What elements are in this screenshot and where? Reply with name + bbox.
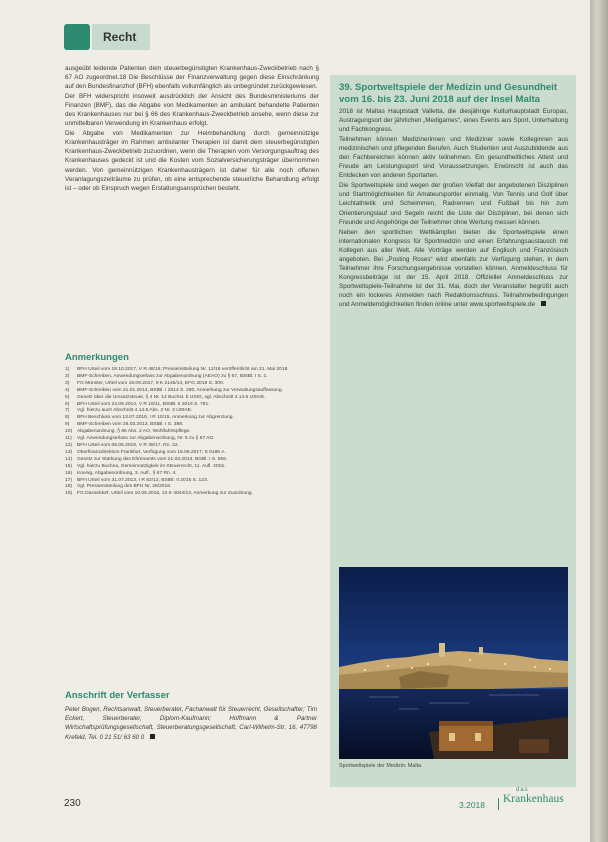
note-text: Vgl. Anwendungserlass zur Abgabenordnung, Nr. 5 zu § 67 AO. <box>77 436 215 442</box>
event-paragraph-4-text: Neben den sportlichen Wettkämpfen bieten die Sportweltspiele einen internationalen Kongress für Sportmedizin und einen Erfahrungsaustausch mit Kollegen aus aller Welt. Alle Vorträge werden auf Englisch und Französisch angeboten. Bei „Posting Roses“ wird ebenfalls zur Verfügung stehen, in dem Teilnehmer ihre Forschungsergebnisse vorstellen können. Anmeldeschluss für Kongressbeiträge ist der 15. April 2018. Offizieller Anmeldeschluss zur Sportweltspiele-Teilnahme ist der 31. Mai, doch der Veranstalter begrüßt auch noch ein lockeres Anmelden nach Redaktionsschluss. Teilnahmebedingungen und Anmeldemöglichkeiten finden online unter www.sportweltspiele.de <box>339 228 568 308</box>
note-item <box>65 457 317 464</box>
note-number: 4) <box>65 387 70 393</box>
event-paragraph-1: 2018 ist Maltas Hauptstadt Valletta, die diesjährige Kulturhauptstadt Europas, Austragungsort der jährlichen „Medigames“, eines Events aus Sport, Unterhaltung und Fachkongress. <box>339 108 568 134</box>
note-number: 8) <box>65 415 70 421</box>
event-paragraph-4 <box>339 228 568 309</box>
note-number: 16) <box>65 470 73 476</box>
event-info-content <box>339 82 568 310</box>
note-text: BFH Beschluss vom 13.07.2016, I R 10/15, Anmerkung zur Abgrenzung. <box>77 415 234 421</box>
note-number: 18) <box>65 484 73 490</box>
note-number: 2) <box>65 373 70 379</box>
note-text: Gesetz zur Stärkung des Ehrenamts vom 21.03.2013, BGBl. I S. 556. <box>77 456 228 462</box>
body-paragraph-1: ausgeübt leidende Patienten dem steuerbegünstigten Krankenhaus-Zweckbetrieb nach § 67 AO zugeordnet.18 Die Beschlüsse der Finanzverwaltung gegen diese Einschränkung auf den Bundesfinanzhof (BFH) ebenfalls vollumfänglich als unbegründet zurückgewiesen. <box>65 65 319 91</box>
note-number: 11) <box>65 436 72 442</box>
magazine-prefix: das <box>516 787 529 793</box>
event-info-box <box>330 75 576 787</box>
issue-number: 3.2018 <box>459 800 485 810</box>
note-item <box>65 381 317 388</box>
note-number: 10) <box>65 429 73 435</box>
note-text: BMF-Schreiben vom 26.03.2013, BStBl. I S. 388. <box>77 422 184 428</box>
authors-section <box>65 690 317 742</box>
note-number: 14) <box>65 456 73 462</box>
section-marker-square <box>64 24 90 50</box>
note-item <box>65 450 317 457</box>
note-number: 5) <box>65 394 70 400</box>
footer-divider <box>498 798 499 810</box>
notes-section <box>65 352 317 498</box>
authors-heading: Anschrift der Verfasser <box>65 690 170 701</box>
note-item <box>65 436 317 443</box>
note-text: BFH Urteil vom 24.09.2014, V R 19/11, BStBl. II 2016 S. 781. <box>77 401 210 407</box>
event-paragraph-3: Die Sportweltspiele sind wegen der großen Vielfalt der angebotenen Disziplinen und Startmöglichkeiten für Amateursportler einmalig. Von Tennis und Golf über Leichtathletik und Schwimmen, Radrennen und Fußball bis hin zum Orientierungslauf und Segeln reicht die Liste der Disziplinen, bei denen sich Freunde und Angehörige der Teilnehmer ohne Wertung messen können. <box>339 182 568 226</box>
note-number: 12) <box>65 442 73 448</box>
note-text: Oberfinanzdirektion Frankfurt, Verfügung vom 15.06.2017, S 0186 A. <box>77 449 226 455</box>
note-text: Gesetz über die Umsatzsteuer, § 4 Nr. 14 Buchst. b UStG, vgl. Abschnitt 4.14.5 UStAE. <box>77 394 266 400</box>
note-item <box>65 491 317 498</box>
note-text: BFH Urteil vom 18.10.2017, V R 46/16; Pressemitteilung Nr. 12/18 veröffentlicht am 21. Mai 2018. <box>77 367 289 372</box>
malta-harbour-photo <box>339 567 568 759</box>
note-text: FG Düsseldorf, Urteil vom 10.05.2016, 13 K 4044/13, Anmerkung zur Zuordnung. <box>77 491 253 497</box>
authors-text <box>65 705 317 742</box>
note-item <box>65 367 317 374</box>
note-number: 7) <box>65 408 70 414</box>
end-mark-icon <box>541 301 546 306</box>
note-number: 19) <box>65 491 73 497</box>
note-number: 15) <box>65 463 73 469</box>
note-text: Koenig, Abgabenordnung, 3. Aufl., § 67 Rn. 4. <box>77 470 177 476</box>
notes-heading: Anmerkungen <box>65 352 129 363</box>
photo-caption: Sportweltspiele der Medizin: Malta <box>339 763 422 769</box>
note-item <box>65 471 317 478</box>
note-number: 9) <box>65 422 70 428</box>
note-text: BMF-Schreiben vom 31.01.2014, BStBl. I 2014 S. 290, Anmerkung zur Verwaltungsauffassung. <box>77 387 283 393</box>
left-column <box>65 64 319 194</box>
note-text: Vgl. Pressemitteilung des BFH Nr. 28/2018. <box>77 484 172 490</box>
page-number: 230 <box>64 798 81 809</box>
note-text: FG Münster, Urteil vom 18.09.2017, 9 K 2145/14, EFG 2018 S. 300. <box>77 380 225 386</box>
note-text: Vgl. hierzu Buchna, Gemeinnützigkeit im Steuerrecht, 11. Aufl. 2015. <box>77 463 226 469</box>
event-paragraph-2: Teilnehmen können Medizinerinnen und Mediziner sowie Kolleginnen aus medizinischen und pflegenden Berufen. Auch Studenten und Auszubildende aus den Fachbereichen können aktiv teilnehmen. Ein gesundheitliches Attest und Freude am Leistungssport sind Voraussetzungen. Erwünscht ist auch das Entdecken von anderen Sportarten. <box>339 136 568 180</box>
body-paragraph-2: Der BFH widerspricht insoweit ausdrücklich der Ansicht des Bundesministeriums der Finanzen (BMF), das die Abgabe von Medikamenten an ambulant behandelte Patienten des Krankenhauses nur bei § 66 des Krankenhaus-Zweckbetrieb ansehe, wenn diese zur unmittelbaren Verwendung im Krankenhaus erfolgt. <box>65 93 319 128</box>
page-spine-edge <box>590 0 608 842</box>
note-item <box>65 388 317 395</box>
note-item <box>65 395 317 402</box>
magazine-logo: Krankenhaus <box>503 793 564 805</box>
note-item <box>65 443 317 450</box>
note-number: 1) <box>65 367 70 372</box>
note-text: BFH Urteil vom 31.07.2013, I R 82/12, BStBl. II 2015 S. 123. <box>77 477 209 483</box>
end-mark-icon <box>150 734 155 739</box>
note-number: 17) <box>65 477 73 483</box>
authors-address: Peter Bogen, Rechtsanwalt, Steuerberater, Fachanwalt für Steuerrecht, Gesellschafter; Tim Eckert, Steuerberater, Diplom-Kaufmann; Hoffmann & Partner Wirtschaftsprüfungsgesellschaft, Steuerberatungsgesellschaft, Carl-Wilhelm-Str. 16, 47798 Krefeld, Tel. 0 21 51/ 63 60 0 <box>65 706 317 741</box>
note-item <box>65 464 317 471</box>
note-number: 6) <box>65 401 70 407</box>
note-text: BFH Urteil vom 06.06.2019, V R 39/17, Rn. 22. <box>77 442 179 448</box>
note-item <box>65 374 317 381</box>
malta-harbour-illustration <box>339 567 568 759</box>
note-text: Vgl. hierzu auch Abschnitt 4.14.6 Abs. 2 Nr. 3 UStAE. <box>77 408 193 414</box>
note-number: 13) <box>65 449 73 455</box>
note-text: BMF-Schreiben, Anwendungserlass zur Abgabenordnung (AEAO) zu § 67, BStBl. I S. 1. <box>77 373 268 379</box>
notes-list <box>65 367 317 498</box>
body-paragraph-3: Die Abgabe von Medikamenten zur Heimbehandlung durch gemeinnützige Krankenhausträger im Rahmen ambulanter Therapien ist damit dem steuerbegünstigten Krankenhaus-Zweckbetrieb zuzuordnen, wenn die Therapien vom Versorgungsauftrag des Krankenhauses gedeckt ist und die Kosten vom Sozialversicherungsträger übernommen werden. Von gemeinnützigen Krankenhausträgern ist daher für alle noch offenen Veranlagungszeiträume zu prüfen, ob eine entsprechende steuerliche Behandlung erfolgt ist – oder ob Einspruch wegen Erstattungsansprüchen besteht. <box>65 130 319 192</box>
note-number: 3) <box>65 380 70 386</box>
event-title: 39. Sportweltspiele der Medizin und Gesundheit vom 16. bis 23. Juni 2018 auf der Insel Malta <box>339 82 558 105</box>
note-text: Abgabenordnung, § 66 Abs. 2 AO, Wohlfahrtspflege. <box>77 429 191 435</box>
section-label: Recht <box>103 30 137 44</box>
